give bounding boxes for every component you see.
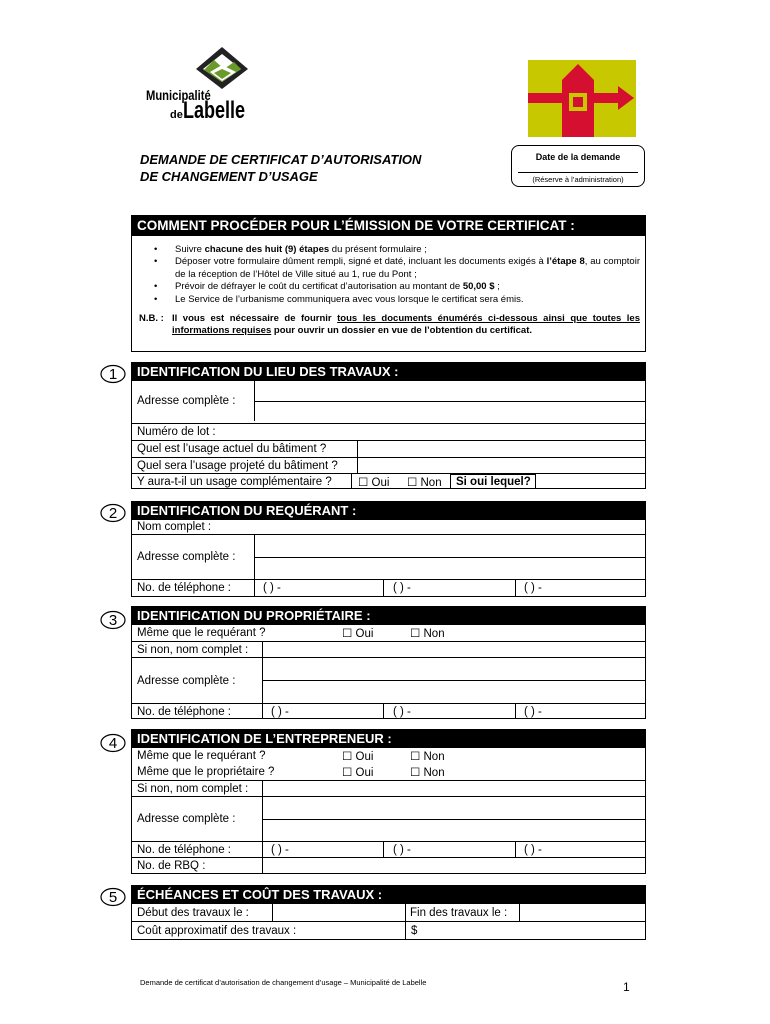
section-4-header: IDENTIFICATION DE L’ENTREPRENEUR : bbox=[132, 730, 645, 748]
s2-phone-row bbox=[132, 579, 645, 596]
s1-non-checkbox[interactable]: ☐ Non bbox=[407, 476, 442, 489]
step-number-1 bbox=[100, 364, 126, 384]
s4-phone-row bbox=[132, 841, 645, 857]
s2-address-label: Adresse complète : bbox=[137, 551, 236, 563]
s4-prop-oui-checkbox[interactable]: ☐ Oui bbox=[342, 767, 374, 779]
page-number: 1 bbox=[623, 980, 630, 994]
s4-prop-non-checkbox[interactable]: ☐ Non bbox=[410, 767, 445, 779]
section-proprietaire bbox=[131, 606, 646, 719]
s3-phone-row bbox=[132, 703, 645, 719]
procedure-step-2: • Déposer votre formulaire dûment rempli, signé et daté, incluant les documents exigés à l’étape 8, au comptoir de la réception de l’Hôtel de Ville situé au 1, rue du Pont ; bbox=[154, 256, 640, 281]
procedure-box bbox=[131, 215, 646, 352]
section-echeances bbox=[131, 885, 646, 940]
s3-phone-input-2[interactable]: ( ) - bbox=[393, 705, 411, 718]
s2-name-input[interactable] bbox=[255, 520, 645, 534]
s4-rbq-label: No. de RBQ : bbox=[137, 859, 206, 872]
s3-name-label: Si non, nom complet : bbox=[137, 643, 249, 656]
s4-address-input[interactable] bbox=[263, 797, 645, 841]
date-line bbox=[518, 172, 638, 173]
s2-address-input[interactable] bbox=[255, 535, 645, 579]
s2-phone-label: No. de téléphone : bbox=[137, 582, 231, 594]
title-line2: DE CHANGEMENT D’USAGE bbox=[140, 169, 318, 184]
s4-same-req-label: Même que le requérant ? bbox=[137, 750, 266, 762]
procedure-step-1: • Suivre chacune des huit (9) étapes du présent formulaire ; bbox=[154, 244, 640, 256]
s3-phone-input-3[interactable]: ( ) - bbox=[524, 705, 542, 718]
section-2-header: IDENTIFICATION DU REQUÉRANT : bbox=[132, 502, 645, 520]
s4-name-label: Si non, nom complet : bbox=[137, 782, 249, 795]
s4-req-oui-checkbox[interactable]: ☐ Oui bbox=[342, 751, 374, 763]
step-number-4 bbox=[100, 733, 126, 753]
date-box bbox=[511, 145, 645, 187]
house-arrow-icon bbox=[528, 60, 636, 137]
s4-rbq-row bbox=[132, 857, 645, 873]
logo-line1: Municipalité bbox=[146, 87, 211, 103]
logo-line2: de bbox=[170, 109, 183, 121]
svg-text:4: 4 bbox=[108, 735, 118, 752]
date-label: Date de la demande bbox=[535, 152, 621, 162]
section-entrepreneur bbox=[131, 729, 646, 874]
s5-dates-row bbox=[132, 904, 645, 921]
step-number-2 bbox=[100, 503, 126, 523]
s2-phone-input-1[interactable]: ( ) - bbox=[263, 582, 281, 594]
procedure-list bbox=[154, 244, 640, 306]
s4-req-non-checkbox[interactable]: ☐ Non bbox=[410, 751, 445, 763]
section-requerant bbox=[131, 501, 646, 597]
s4-same-prop-row bbox=[132, 764, 645, 780]
s5-start-input[interactable] bbox=[273, 904, 405, 921]
section-lieu-travaux bbox=[131, 362, 646, 489]
labelle-logo-icon bbox=[192, 45, 252, 91]
s1-address-row bbox=[132, 381, 645, 421]
s4-name-row bbox=[132, 780, 645, 796]
s4-same-prop-label: Même que le propriétaire ? bbox=[137, 766, 275, 778]
s2-name-row bbox=[132, 520, 645, 534]
logo-line3: Labelle bbox=[183, 97, 246, 124]
date-sub: (Réserve à l’administration) bbox=[532, 175, 624, 184]
procedure-step-3: • Prévoir de défrayer le coût du certificat d’autorisation au montant de 50,00 $ ; bbox=[154, 281, 640, 293]
s4-rbq-input[interactable] bbox=[263, 858, 645, 873]
s3-same-label: Même que le requérant ? bbox=[137, 627, 266, 639]
s4-phone-label: No. de téléphone : bbox=[137, 843, 231, 856]
s5-start-label: Début des travaux le : bbox=[137, 906, 249, 919]
s3-address-row bbox=[132, 657, 645, 703]
s1-usage-actuel-label: Quel est l’usage actuel du bâtiment ? bbox=[137, 443, 327, 455]
section-3-header: IDENTIFICATION DU PROPRIÉTAIRE : bbox=[132, 607, 645, 625]
s4-address-row bbox=[132, 796, 645, 841]
s1-usage-actuel-input[interactable] bbox=[358, 441, 645, 457]
step-number-3 bbox=[100, 610, 126, 630]
s5-cost-label: Coût approximatif des travaux : bbox=[137, 924, 297, 937]
s2-phone-input-2[interactable]: ( ) - bbox=[393, 582, 411, 594]
s1-lequel-label: Si oui lequel? bbox=[450, 474, 536, 489]
s3-same-row bbox=[132, 625, 645, 641]
s3-name-input[interactable] bbox=[263, 642, 645, 657]
s4-address-label: Adresse complète : bbox=[137, 813, 236, 825]
s4-phone-input-3[interactable]: ( ) - bbox=[524, 843, 542, 856]
s5-end-input[interactable] bbox=[520, 904, 645, 921]
s3-non-checkbox[interactable]: ☐ Non bbox=[410, 628, 445, 640]
svg-text:3: 3 bbox=[108, 612, 118, 629]
s1-usage-actuel-row bbox=[132, 440, 645, 457]
s1-usage-projete-input[interactable] bbox=[358, 458, 645, 473]
procedure-header: COMMENT PROCÉDER POUR L’ÉMISSION DE VOTRE CERTIFICAT : bbox=[132, 216, 645, 236]
s4-name-input[interactable] bbox=[263, 781, 645, 796]
procedure-step-4: • Le Service de l’urbanisme communiquera avec vous lorsque le certificat sera émis. bbox=[154, 294, 640, 306]
s1-lot-label: Numéro de lot : bbox=[137, 426, 216, 438]
s2-address-row bbox=[132, 534, 645, 579]
s1-complementaire-row bbox=[132, 473, 645, 489]
s5-end-label: Fin des travaux le : bbox=[410, 906, 508, 919]
s3-oui-checkbox[interactable]: ☐ Oui bbox=[342, 628, 374, 640]
title-line1: DEMANDE DE CERTIFICAT D’AUTORISATION bbox=[140, 152, 422, 167]
s4-phone-input-1[interactable]: ( ) - bbox=[271, 843, 289, 856]
s5-cost-input[interactable]: $ bbox=[411, 924, 418, 937]
svg-text:2: 2 bbox=[108, 505, 118, 522]
s1-lequel-input[interactable] bbox=[537, 474, 645, 489]
procedure-note: N.B. : Il vous est nécessaire de fournir tous les documents énumérés ci-dessous ainsi que toutes les informations requises pour ouvrir un dossier en vue de l’obtention du certificat. bbox=[139, 313, 640, 337]
s3-address-input[interactable] bbox=[263, 658, 645, 703]
footer-text: Demande de certificat d’autorisation de changement d’usage – Municipalité de Labelle bbox=[140, 978, 427, 987]
section-5-header: ÉCHÉANCES ET COÛT DES TRAVAUX : bbox=[132, 886, 645, 904]
municipality-logo bbox=[140, 45, 270, 125]
s3-phone-input-1[interactable]: ( ) - bbox=[271, 705, 289, 718]
s1-usage-projete-row bbox=[132, 457, 645, 473]
s1-complementaire-label: Y aura-t-il un usage complémentaire ? bbox=[137, 475, 332, 488]
s3-address-label: Adresse complète : bbox=[137, 674, 236, 687]
s2-phone-input-3[interactable]: ( ) - bbox=[524, 582, 542, 594]
s1-address-input[interactable] bbox=[255, 381, 645, 421]
svg-text:1: 1 bbox=[108, 366, 118, 383]
s4-phone-input-2[interactable]: ( ) - bbox=[393, 843, 411, 856]
s3-phone-label: No. de téléphone : bbox=[137, 705, 231, 718]
s1-address-label: Adresse complète : bbox=[137, 395, 236, 407]
s1-usage-projete-label: Quel sera l’usage projeté du bâtiment ? bbox=[137, 459, 338, 472]
s1-lot-input[interactable] bbox=[257, 424, 645, 440]
s1-oui-checkbox[interactable]: ☐ Oui bbox=[358, 476, 390, 489]
s4-same-req-row bbox=[132, 748, 645, 764]
s5-cost-row bbox=[132, 921, 645, 939]
step-number-5 bbox=[100, 887, 126, 907]
section-1-header: IDENTIFICATION DU LIEU DES TRAVAUX : bbox=[132, 363, 645, 381]
svg-text:5: 5 bbox=[108, 889, 118, 906]
s1-lot-row bbox=[132, 423, 645, 440]
s2-name-label: Nom complet : bbox=[137, 521, 212, 533]
s3-name-row bbox=[132, 641, 645, 657]
form-title bbox=[140, 151, 421, 185]
